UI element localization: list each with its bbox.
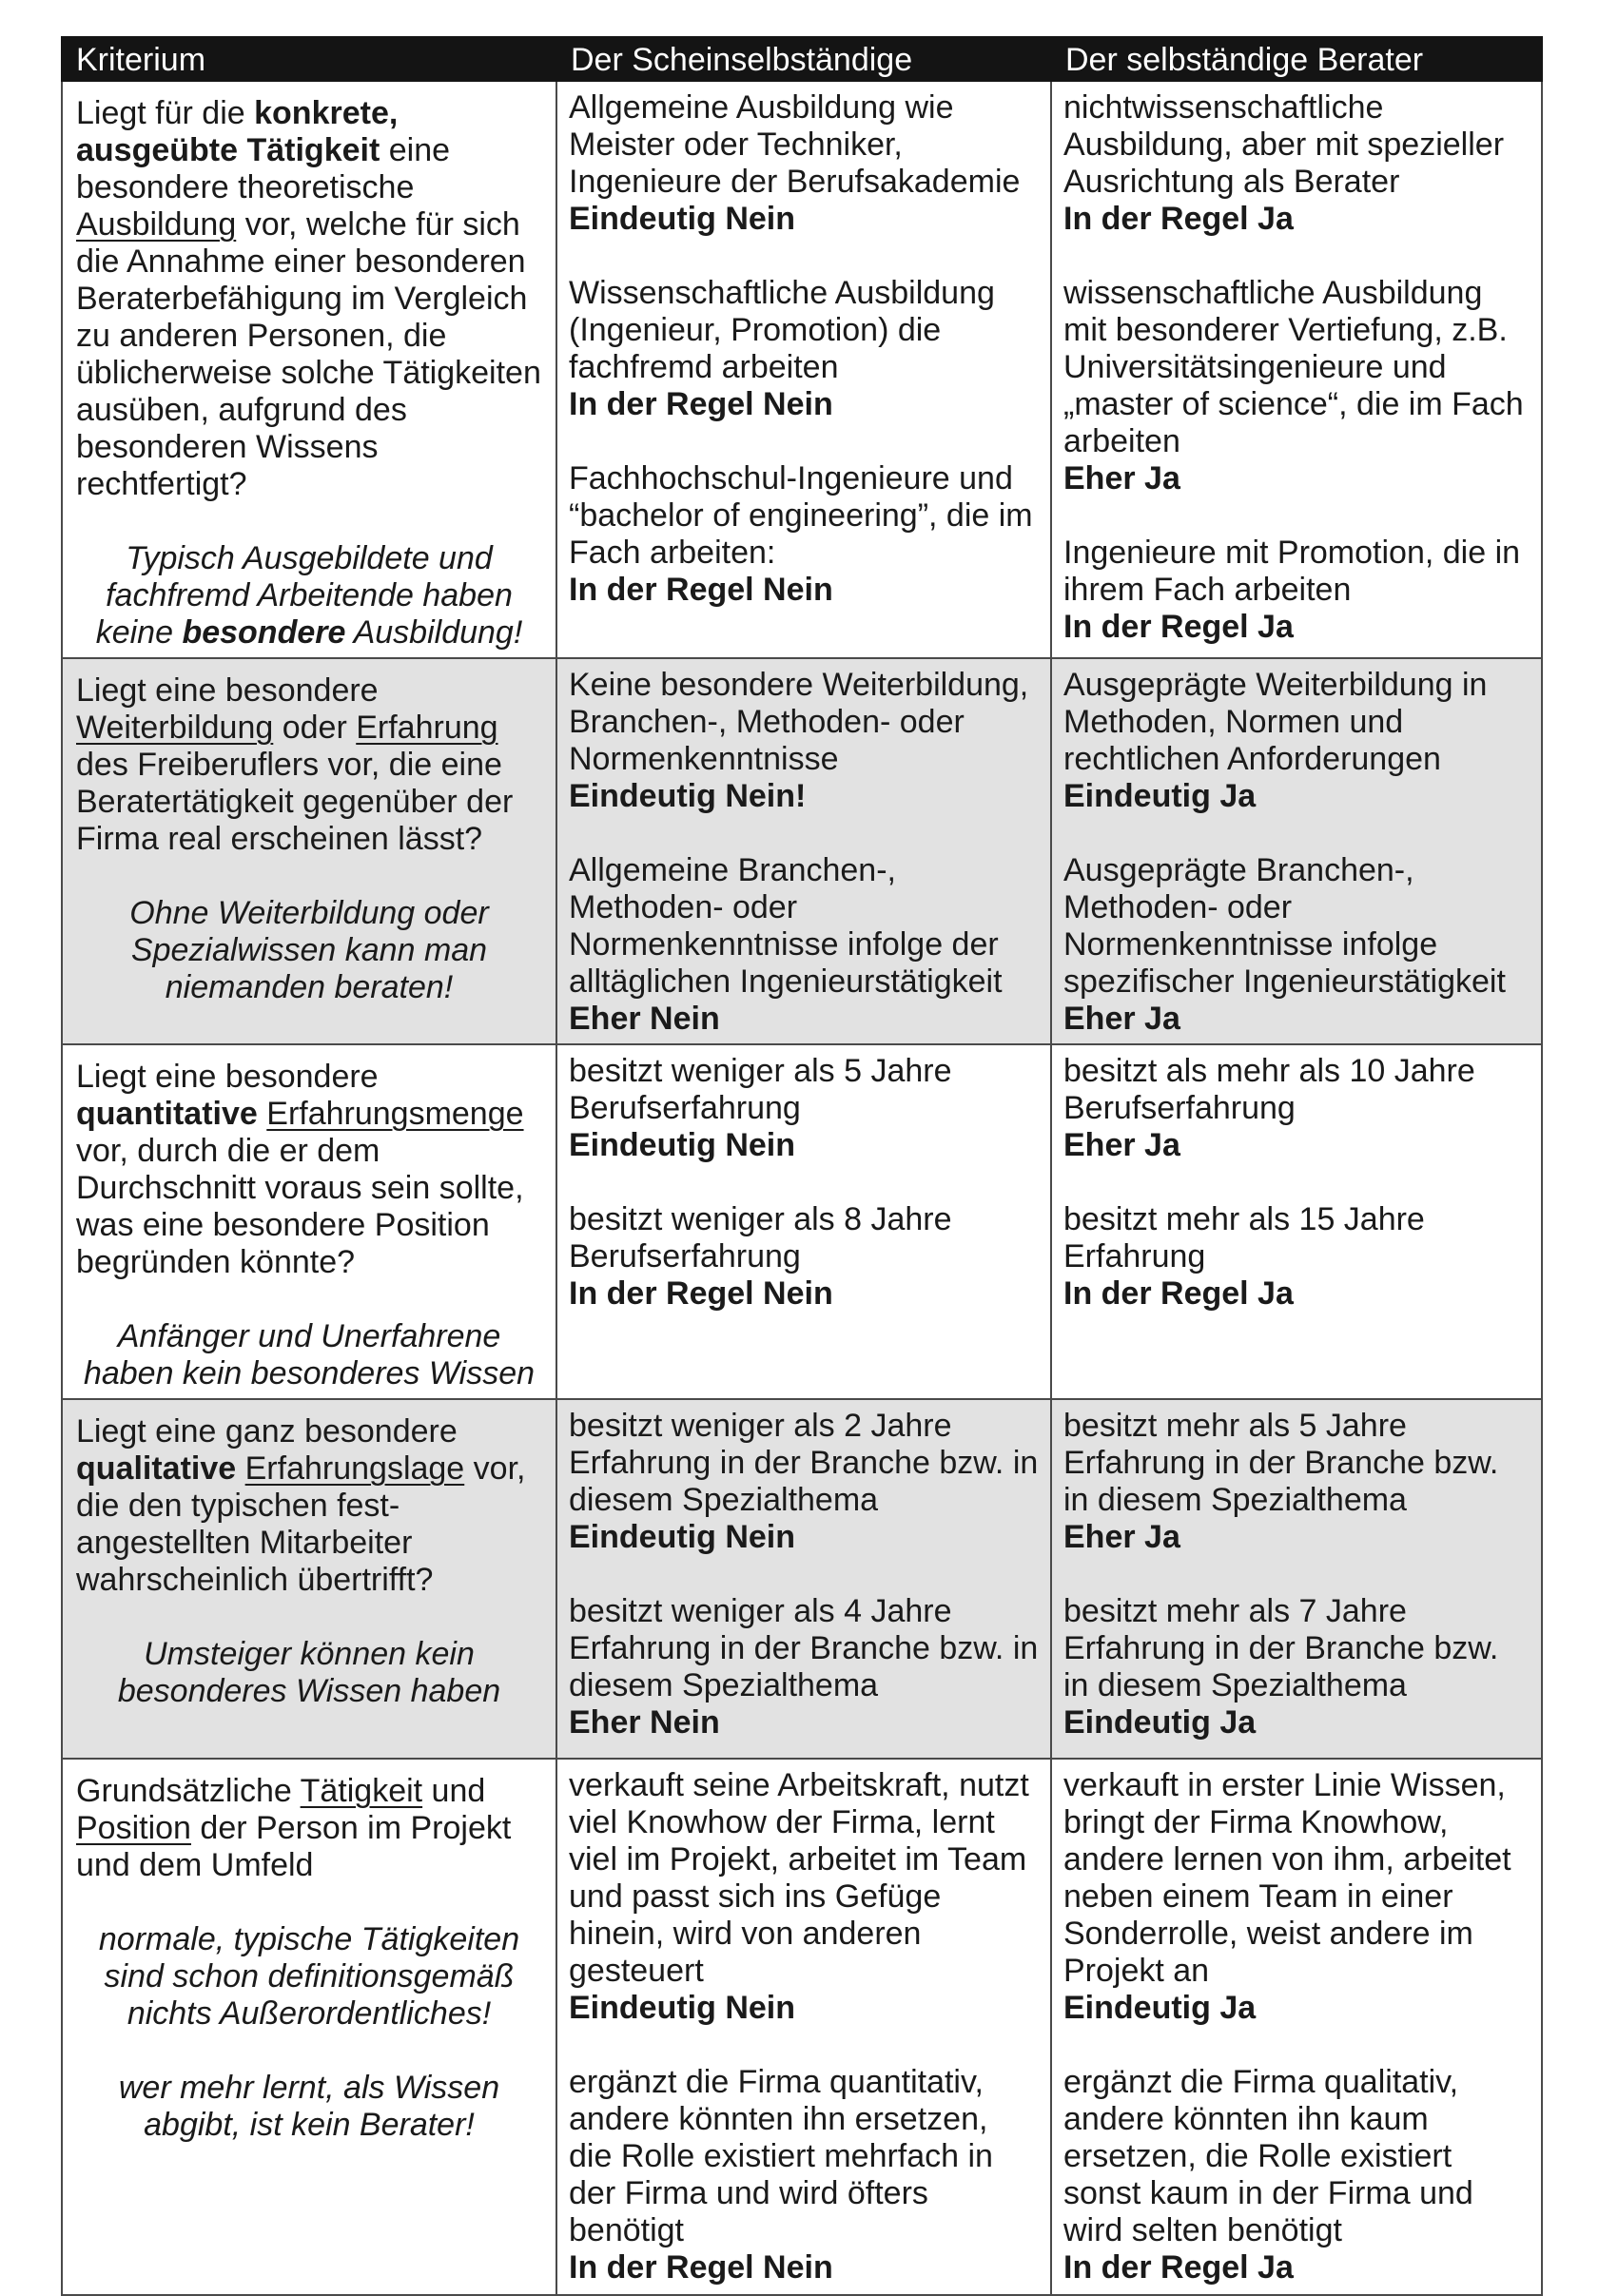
header-pseudo-self-employed: Der Scheinselbständige [556,37,1051,81]
pseudo-cell [556,1759,1051,2295]
assessment-block: besitzt weniger als 4 Jahre Erfahrung in der Branche bzw. in diesem Spezialthema Eher Nein [569,1593,1039,1741]
verdict: Eindeutig Ja [1063,1990,1257,2026]
table-row [62,658,1542,1044]
verdict: Eher Nein [569,1704,720,1741]
consultant-cell [1051,81,1542,658]
consultant-cell [1051,1044,1542,1399]
assessment-block: Keine besondere Weiterbildung, Branchen-, Methoden- oder Normenkenntnisse Eindeutig Nein! [569,667,1039,815]
assessment-block: verkauft in erster Linie Wissen, bringt der Firma Knowhow, andere lernen von ihm, arbeitet neben einem Team in einer Sonderrolle, weist andere im Projekt an Eindeutig Ja [1063,1767,1530,2027]
criterion-question: Liegt für die konkrete, ausgeübte Tätigkeit eine besondere theoretische Ausbildung vor, welche für sich die Annahme einer besonderen Beraterbefähigung im Vergleich zu anderen Personen, die üblicherweise solche Tätigkeiten ausüben, aufgrund des besonderen Wissens rechtfertigt? [76,95,541,502]
assessment-block: besitzt weniger als 5 Jahre Berufserfahrung Eindeutig Nein [569,1053,1039,1164]
pseudo-cell [556,81,1051,658]
verdict: Eindeutig Nein [569,1127,795,1163]
criterion-cell [62,1759,556,2295]
verdict: Eindeutig Nein [569,1990,795,2026]
assessment-block: wissenschaftliche Ausbildung mit besonderer Vertiefung, z.B. Universitätsingenieure und „master of science“, die im Fach arbeiten Eher Ja [1063,275,1530,497]
verdict: In der Regel Ja [1063,2249,1294,2286]
verdict: In der Regel Nein [569,2249,833,2286]
assessment-block: ergänzt die Firma qualitativ, andere könnten ihn kaum ersetzen, die Rolle existiert sonst kaum in der Firma und wird selten benötigt In der Regel Ja [1063,2064,1530,2286]
pseudo-cell [556,1399,1051,1759]
criterion-note: Anfänger und Unerfahrene haben kein besonderes Wissen [83,1318,536,1391]
assessment-block: Ingenieure mit Promotion, die in ihrem Fach arbeiten In der Regel Ja [1063,535,1530,646]
assessment-block: besitzt weniger als 8 Jahre Berufserfahrung In der Regel Nein [569,1201,1039,1313]
consultant-cell [1051,658,1542,1044]
verdict: In der Regel Ja [1063,201,1294,237]
criterion-question: Liegt eine besondere Weiterbildung oder Erfahrung des Freiberuflers vor, die eine Beratertätigkeit gegenüber der Firma real erscheinen lässt? [76,672,514,857]
assessment-block: besitzt mehr als 7 Jahre Erfahrung in der Branche bzw. in diesem Spezialthema Eindeutig Ja [1063,1593,1530,1741]
verdict: In der Regel Nein [569,386,833,422]
criterion-note: normale, typische Tätigkeiten sind schon definitionsgemäß nichts Außerordentliches! [98,1921,520,2032]
criterion-question: Liegt eine ganz besondere qualitative Erfahrungslage vor, die den typischen fest-angestellten Mitarbeiter wahrscheinlich übertrifft? [76,1413,526,1598]
criterion-question: Grundsätzliche Tätigkeit und Position der Person im Projekt und dem Umfeld [76,1773,512,1883]
assessment-block: verkauft seine Arbeitskraft, nutzt viel Knowhow der Firma, lernt viel im Projekt, arbeitet im Team und passt sich ins Gefüge hinein, wird von anderen gesteuert Eindeutig Nein [569,1767,1039,2027]
table-row [62,1044,1542,1399]
criterion-note: Typisch Ausgebildete und fachfremd Arbeitende haben keine besondere Ausbildung! [95,540,523,651]
assessment-block: besitzt mehr als 5 Jahre Erfahrung in der Branche bzw. in diesem Spezialthema Eher Ja [1063,1408,1530,1556]
verdict: In der Regel Ja [1063,609,1294,645]
assessment-block: Allgemeine Ausbildung wie Meister oder Techniker, Ingenieure der Berufsakademie Eindeutig Nein [569,89,1039,238]
criterion-question: Liegt eine besondere quantitative Erfahrungsmenge vor, durch die er dem Durchschnitt voraus sein sollte, was eine besondere Position begründen könnte? [76,1059,524,1280]
verdict: Eher Ja [1063,460,1180,496]
criterion-note: wer mehr lernt, als Wissen abgibt, ist kein Berater! [118,2070,500,2143]
verdict: Eher Nein [569,1001,720,1037]
assessment-block: besitzt als mehr als 10 Jahre Berufserfahrung Eher Ja [1063,1053,1530,1164]
table-row [62,1759,1542,2295]
assessment-block: besitzt mehr als 15 Jahre Erfahrung In der Regel Ja [1063,1201,1530,1313]
assessment-block: besitzt weniger als 2 Jahre Erfahrung in der Branche bzw. in diesem Spezialthema Eindeutig Nein [569,1408,1039,1555]
assessment-block: Ausgeprägte Branchen-, Methoden- oder Normenkenntnisse infolge spezifischer Ingenieurstätigkeit Eher Ja [1063,852,1530,1038]
assessment-block: Allgemeine Branchen-, Methoden- oder Normenkenntnisse infolge der alltäglichen Ingenieurstätigkeit Eher Nein [569,852,1039,1038]
pseudo-cell [556,1044,1051,1399]
verdict: Eindeutig Ja [1063,1704,1257,1741]
assessment-block: Ausgeprägte Weiterbildung in Methoden, Normen und rechtlichen Anforderungen Eindeutig Ja [1063,667,1530,815]
verdict: In der Regel Nein [569,1275,833,1312]
criteria-table [61,36,1543,2296]
table-row [62,1399,1542,1759]
consultant-cell [1051,1759,1542,2295]
pseudo-cell [556,658,1051,1044]
header-criterion: Kriterium [62,37,556,81]
verdict: Eher Ja [1063,1001,1180,1037]
criterion-cell [62,1044,556,1399]
criterion-cell [62,658,556,1044]
assessment-block: nichtwissenschaftliche Ausbildung, aber mit spezieller Ausrichtung als Berater In der Regel Ja [1063,89,1530,238]
header-row [62,37,1542,81]
assessment-block: Fachhochschul-Ingenieure und “bachelor of engineering”, die im Fach arbeiten: In der Regel Nein [569,460,1039,609]
verdict: Eher Ja [1063,1519,1180,1555]
criterion-note: Umsteiger können kein besonderes Wissen haben [117,1636,501,1709]
verdict: Eindeutig Ja [1063,778,1257,814]
criterion-cell [62,81,556,658]
consultant-cell [1051,1399,1542,1759]
criterion-cell [62,1399,556,1759]
verdict: Eher Ja [1063,1127,1180,1163]
assessment-block: Wissenschaftliche Ausbildung (Ingenieur, Promotion) die fachfremd arbeiten In der Regel Nein [569,275,1039,423]
table-row [62,81,1542,658]
header-self-employed-consultant: Der selbständige Berater [1051,37,1542,81]
verdict: Eindeutig Nein [569,1519,795,1555]
verdict: In der Regel Ja [1063,1275,1294,1312]
verdict: Eindeutig Nein [569,201,795,237]
verdict: Eindeutig Nein! [569,778,807,814]
assessment-block: ergänzt die Firma quantitativ, andere könnten ihn ersetzen, die Rolle existiert mehrfach in der Firma und wird öfters benötigt In der Regel Nein [569,2064,1039,2286]
verdict: In der Regel Nein [569,572,833,608]
criterion-note: Ohne Weiterbildung oder Spezialwissen kann man niemanden beraten! [129,895,489,1005]
